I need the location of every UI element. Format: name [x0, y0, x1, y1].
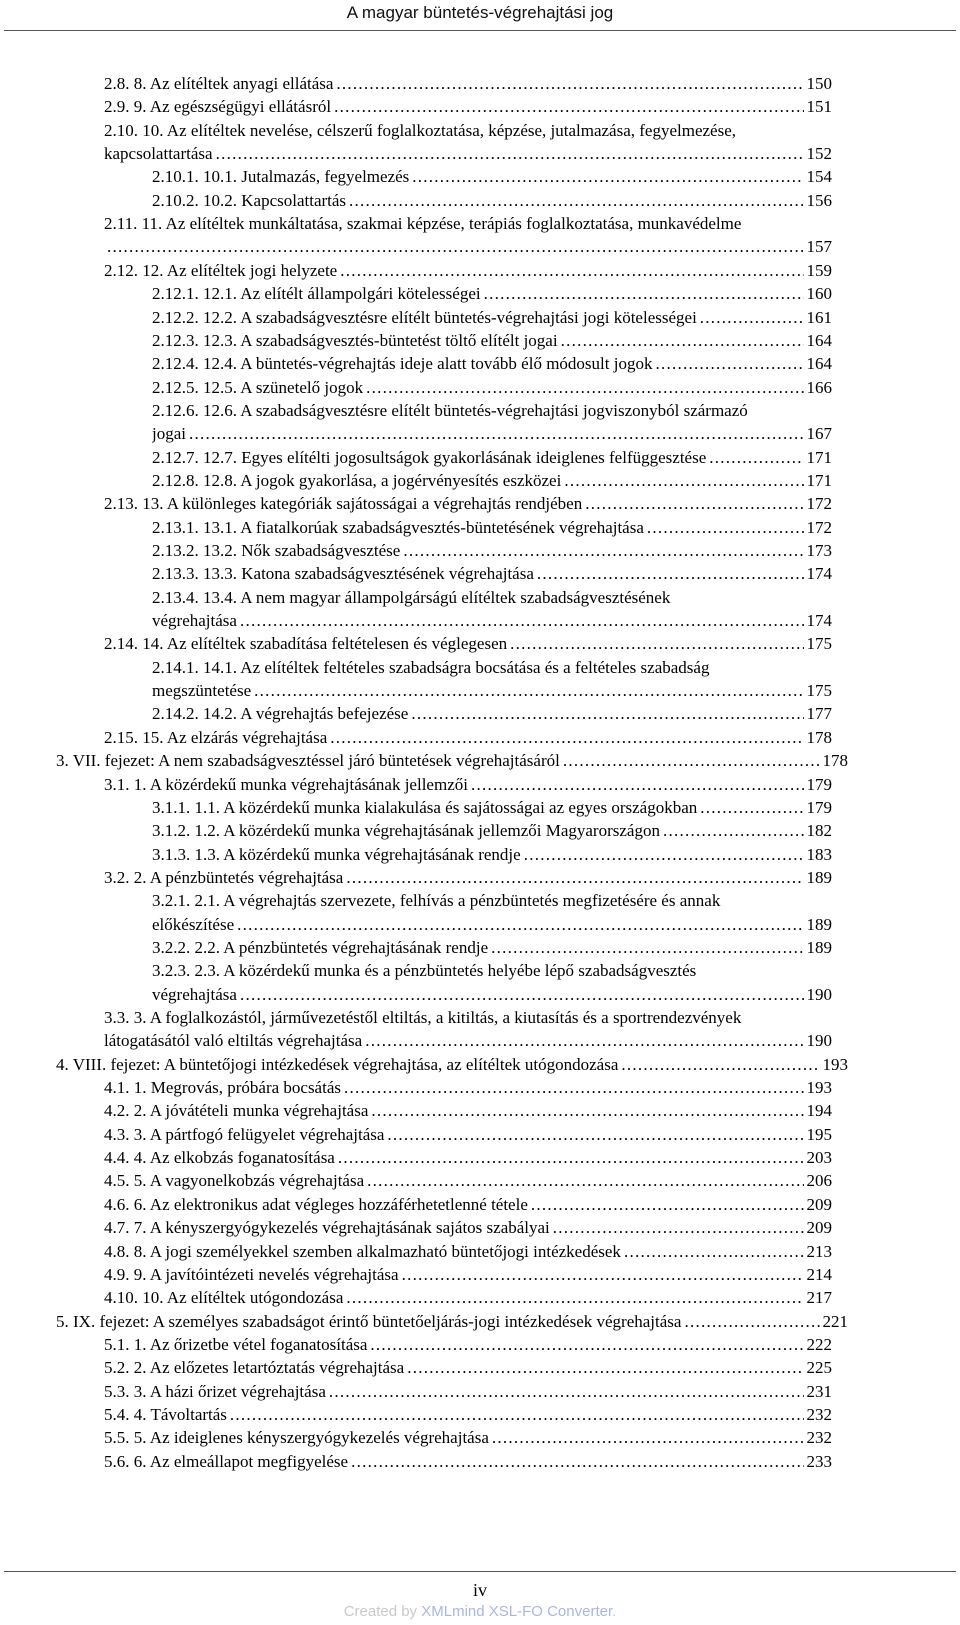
generator-credit	[0, 1603, 960, 1620]
dot-leader	[647, 516, 804, 540]
dot-leader	[346, 866, 803, 890]
toc-entry-title: 5.6. 6. Az elmeállapot megfigyelése	[104, 1451, 349, 1471]
toc-entry-page: 195	[806, 1124, 832, 1144]
toc-entry-page: 209	[806, 1194, 832, 1214]
toc-entry[interactable]	[152, 329, 832, 353]
credit-prefix: Created by	[343, 1603, 422, 1620]
dot-leader	[585, 492, 803, 516]
dot-leader	[254, 679, 803, 703]
toc-entry-title: 4.5. 5. A vagyonelkobzás végrehajtása	[104, 1171, 365, 1191]
toc-entry-title: 2.12.1. 12.1. Az elítélt állampolgári kötelességei	[152, 284, 481, 304]
dot-leader	[407, 1356, 803, 1380]
toc-entry-title: előkészítése	[152, 914, 235, 934]
dot-leader	[216, 142, 804, 166]
toc-entry[interactable]	[104, 142, 832, 166]
footer-divider	[4, 1571, 956, 1572]
toc-entry-title: 4.4. 4. Az elkobzás foganatosítása	[104, 1148, 335, 1168]
dot-leader	[492, 1426, 804, 1450]
toc-entry-page: 189	[806, 937, 832, 957]
toc-entry-page: 161	[806, 307, 832, 327]
dot-leader	[655, 352, 803, 376]
toc-entry[interactable]	[104, 632, 832, 656]
dot-leader	[370, 1333, 803, 1357]
toc-entry[interactable]	[152, 983, 832, 1007]
toc-entry-title: 2.14.1. 14.1. Az elítéltek feltételes szabadságra bocsátása és a feltételes szabadság	[152, 657, 710, 677]
toc-entry[interactable]	[56, 1053, 848, 1077]
toc-entry-page: 156	[806, 190, 832, 210]
dot-leader	[349, 189, 803, 213]
toc-entry[interactable]	[152, 165, 832, 189]
toc-entry-page: 203	[806, 1148, 832, 1168]
toc-entry[interactable]	[104, 235, 832, 259]
toc-entry-title: 2.12.3. 12.3. A szabadságvesztés-büntetést töltő elítélt jogai	[152, 330, 558, 350]
dot-leader	[624, 1240, 804, 1264]
dot-leader	[189, 422, 804, 446]
toc-entry[interactable]	[104, 259, 832, 283]
toc-entry-title: 5.5. 5. Az ideiglenes kényszergyógykezelés végrehajtása	[104, 1428, 489, 1448]
toc-entry-title: 3.2. 2. A pénzbüntetés végrehajtása	[104, 867, 344, 887]
dot-leader	[510, 632, 803, 656]
credit-brand: XMLmind XSL-FO Converter	[421, 1603, 613, 1620]
toc-entry-title: 3.2.2. 2.2. A pénzbüntetés végrehajtásának rendje	[152, 937, 489, 957]
dot-leader	[537, 562, 804, 586]
toc-entry[interactable]	[104, 1286, 832, 1310]
dot-leader	[412, 165, 803, 189]
toc-entry-page: 179	[806, 774, 832, 794]
toc-entry[interactable]	[104, 1263, 832, 1287]
running-header: A magyar büntetés-végrehajtási jog	[346, 3, 614, 22]
toc-entry-page: 214	[806, 1264, 832, 1284]
toc-entry-title: 5.4. 4. Távoltartás	[104, 1404, 227, 1424]
dot-leader	[553, 1216, 804, 1240]
toc-entry[interactable]	[104, 1333, 832, 1357]
toc-entry[interactable]	[104, 1403, 832, 1427]
toc-entry[interactable]	[104, 1380, 832, 1404]
toc-entry-page: 157	[806, 237, 832, 257]
toc-entry[interactable]	[104, 1240, 832, 1264]
toc-entry[interactable]	[104, 866, 832, 890]
toc-entry[interactable]	[56, 1310, 848, 1334]
toc-entry[interactable]	[152, 516, 832, 540]
toc-entry-title: 2.14. 14. Az elítéltek szabadítása feltételesen és véglegesen	[104, 634, 508, 654]
toc-entry-page: 206	[806, 1171, 832, 1191]
toc-entry[interactable]	[152, 422, 832, 446]
toc-entry-title: 2.14.2. 14.2. A végrehajtás befejezése	[152, 704, 409, 724]
toc-entry[interactable]	[104, 1426, 832, 1450]
toc-entry-title: 4.6. 6. Az elektronikus adat végleges hozzáférhetetlenné tétele	[104, 1194, 528, 1214]
dot-leader	[340, 259, 803, 283]
dot-leader	[563, 749, 820, 773]
toc-entry-title: látogatásától való eltiltás végrehajtása	[104, 1031, 363, 1051]
toc-entry[interactable]	[104, 72, 832, 96]
toc-entry-title: 2.13.1. 13.1. A fiatalkorúak szabadságvesztés-büntetésének végrehajtása	[152, 517, 644, 537]
toc-entry-page: 232	[806, 1428, 832, 1448]
page-number: iv	[472, 1580, 487, 1600]
toc-entry-page: 178	[822, 751, 848, 771]
toc-entry-page: 173	[806, 541, 832, 560]
toc-entry-page: 231	[806, 1381, 832, 1401]
toc-entry[interactable]	[152, 282, 832, 306]
toc-entry-page: 225	[806, 1358, 832, 1378]
dot-leader	[336, 72, 803, 96]
toc-entry-title: 3.1. 1. A közérdekű munka végrehajtásának jellemzői	[104, 774, 468, 794]
toc-entry-page: 150	[806, 74, 832, 93]
toc-entry-page: 172	[806, 494, 832, 514]
dot-leader	[403, 539, 803, 563]
toc-entry-title: jogai	[152, 424, 186, 444]
toc-entry-title: 2.12.5. 12.5. A szünetelő jogok	[152, 377, 364, 397]
toc-entry-page: 217	[806, 1288, 832, 1308]
toc-entry-title: 2.13. 13. A különleges kategóriák sajátosságai a végrehajtás rendjében	[104, 494, 583, 514]
toc-entry-page: 154	[806, 167, 832, 187]
toc-entry-title: végrehajtása	[152, 611, 237, 631]
credit-suffix: .	[612, 1603, 617, 1620]
toc-entry[interactable]	[152, 843, 832, 867]
toc-entry-title: 2.10.2. 10.2. Kapcsolattartás	[152, 190, 347, 210]
toc-entry-title: 3.1.1. 1.1. A közérdekű munka kialakulása és sajátosságai az egyes országokban	[152, 797, 698, 817]
toc-entry-page: 183	[806, 844, 832, 864]
toc-entry[interactable]	[152, 819, 832, 843]
toc-entry-title: 2.12. 12. Az elítéltek jogi helyzete	[104, 260, 338, 280]
dot-leader	[329, 1380, 804, 1404]
toc-entry[interactable]	[152, 306, 832, 330]
toc-entry[interactable]	[152, 702, 832, 726]
toc-entry-page: 222	[806, 1334, 832, 1354]
toc-entry-page: 177	[806, 704, 832, 724]
dot-leader	[366, 376, 803, 400]
toc-entry[interactable]	[152, 399, 832, 423]
toc-entry-title: 4.1. 1. Megrovás, próbára bocsátás	[104, 1078, 341, 1098]
dot-leader	[237, 913, 803, 937]
toc-entry[interactable]	[104, 773, 832, 797]
dot-leader	[663, 819, 804, 843]
toc-entry-page: 175	[806, 681, 832, 701]
toc-entry[interactable]	[104, 1216, 832, 1240]
toc-entry[interactable]	[152, 936, 832, 960]
toc-entry-title: 2.10.1. 10.1. Jutalmazás, fegyelmezés	[152, 167, 410, 187]
toc-entry[interactable]	[152, 562, 832, 586]
toc-entry-title: 5.1. 1. Az őrizetbe vétel foganatosítása	[104, 1334, 368, 1354]
dot-leader	[402, 1263, 804, 1287]
toc-entry-title: 2.13.3. 13.3. Katona szabadságvesztésének végrehajtása	[152, 564, 534, 584]
toc-entry-title: 3.3. 3. A foglalkozástól, járművezetéstől eltiltás, a kitiltás, a kiutasítás és a sportrendezvények	[104, 1008, 742, 1027]
toc-entry[interactable]	[104, 1146, 832, 1170]
toc-entry-page: 159	[806, 260, 832, 280]
toc-entry-page: 172	[806, 517, 832, 537]
toc-entry-page: 221	[822, 1311, 848, 1331]
dot-leader	[524, 843, 804, 867]
dot-leader	[564, 469, 803, 493]
toc-entry[interactable]	[104, 1169, 832, 1193]
toc-entry-page: 152	[806, 144, 832, 164]
toc-entry-title: 4.3. 3. A pártfogó felügyelet végrehajtása	[104, 1124, 385, 1144]
toc-entry[interactable]	[104, 726, 832, 750]
toc-entry-title: 3.1.2. 1.2. A közérdekű munka végrehajtásának jellemzői Magyarországon	[152, 821, 660, 841]
toc-entry[interactable]	[104, 1356, 832, 1380]
dot-leader	[700, 796, 803, 820]
toc-entry-page: 164	[806, 354, 832, 374]
header-divider	[4, 30, 956, 31]
dot-leader	[371, 1099, 803, 1123]
toc-entry-title: 4.7. 7. A kényszergyógykezelés végrehajtásának sajátos szabályai	[104, 1218, 550, 1238]
toc-entry[interactable]	[104, 1006, 832, 1030]
dot-leader	[240, 983, 804, 1007]
toc-entry-page: 174	[806, 611, 832, 631]
toc-entry[interactable]	[104, 1193, 832, 1217]
toc-entry-page: 175	[806, 634, 832, 654]
toc-entry-title: 2.9. 9. Az egészségügyi ellátásról	[104, 97, 332, 117]
dot-leader	[346, 1286, 803, 1310]
toc-entry-title: 3.2.1. 2.1. A végrehajtás szervezete, felhívás a pénzbüntetés megfizetésére és annak	[152, 891, 721, 911]
toc-entry-page: 182	[806, 821, 832, 841]
toc-entry[interactable]	[104, 1029, 832, 1053]
dot-leader	[484, 282, 804, 306]
toc-entry-page: 232	[806, 1404, 832, 1424]
dot-leader	[240, 609, 804, 633]
toc-entry-title: 2.10. 10. Az elítéltek nevelése, célszerű foglalkoztatása, képzése, jutalmazása, fegyelmezése,	[104, 120, 737, 140]
toc-entry[interactable]	[152, 586, 832, 610]
toc-entry[interactable]	[152, 376, 832, 400]
toc-entry-page: 151	[806, 97, 832, 117]
toc-entry-page: 233	[806, 1451, 832, 1471]
toc-entry-page: 179	[806, 797, 832, 817]
toc-entry[interactable]	[104, 95, 832, 119]
toc-entry-title: 2.12.2. 12.2. A szabadságvesztésre elítélt büntetés-végrehajtási jogi kötelességei	[152, 307, 697, 327]
toc-entry[interactable]	[152, 446, 832, 470]
toc-entry-page: 174	[806, 564, 832, 584]
toc-entry-title: 2.12.4. 12.4. A büntetés-végrehajtás ideje alatt tovább élő módosult jogok	[152, 354, 653, 374]
toc-entry-page: 166	[806, 377, 832, 397]
toc-entry[interactable]	[152, 889, 832, 913]
dot-leader	[621, 1053, 819, 1077]
toc-entry[interactable]	[152, 679, 832, 703]
toc-entry-page: 171	[806, 470, 832, 490]
toc-entry-page: 190	[806, 1031, 832, 1051]
dot-leader	[344, 1076, 804, 1100]
toc-entry-page: 190	[806, 984, 832, 1004]
toc-entry-page: 209	[806, 1218, 832, 1238]
dot-leader	[709, 446, 803, 470]
dot-leader	[684, 1310, 819, 1334]
toc-entry[interactable]	[152, 913, 832, 937]
dot-leader	[334, 95, 803, 119]
toc-entry[interactable]	[104, 1123, 832, 1147]
toc-entry-page: 194	[806, 1101, 832, 1121]
toc-entry[interactable]	[56, 749, 848, 773]
toc-entry-page: 189	[806, 867, 832, 887]
toc-entry-title: 4. VIII. fejezet: A büntetőjogi intézkedések végrehajtása, az elítéltek utógondozása	[56, 1054, 619, 1074]
dot-leader	[411, 702, 803, 726]
toc-entry[interactable]	[104, 1450, 832, 1474]
toc-entry[interactable]	[104, 492, 832, 516]
toc-entry-title: 2.11. 11. Az elítéltek munkáltatása, szakmai képzése, terápiás foglalkoztatása, munkavédelme	[104, 214, 742, 234]
toc-entry-title: 2.12.6. 12.6. A szabadságvesztésre elítélt büntetés-végrehajtási jogviszonyból származó	[152, 400, 748, 420]
toc-entry-title: végrehajtása	[152, 984, 237, 1004]
toc-entry[interactable]	[104, 1076, 832, 1100]
toc-entry-title: 4.2. 2. A jóvátételi munka végrehajtása	[104, 1101, 369, 1121]
toc-entry[interactable]	[152, 609, 832, 633]
toc-entry-page: 193	[806, 1078, 832, 1098]
toc-entry-page: 171	[806, 447, 832, 467]
toc-entry-title: 2.8. 8. Az elítéltek anyagi ellátása	[104, 74, 334, 93]
toc-entry[interactable]	[152, 469, 832, 493]
toc-entry-title: 5.2. 2. Az előzetes letartóztatás végrehajtása	[104, 1358, 405, 1378]
dot-leader	[531, 1193, 804, 1217]
toc-entry-title: 4.8. 8. A jogi személyekkel szemben alkalmazható büntetőjogi intézkedések	[104, 1241, 621, 1261]
toc-entry-title: 3.2.3. 2.3. A közérdekű munka és a pénzbüntetés helyébe lépő szabadságvesztés	[152, 961, 697, 981]
dot-leader	[107, 235, 804, 259]
toc-entry-title: 2.12.8. 12.8. A jogok gyakorlása, a jogérvényesítés eszközei	[152, 470, 562, 490]
toc-entry-title: 4.9. 9. A javítóintézeti nevelés végrehajtása	[104, 1264, 399, 1284]
toc-entry[interactable]	[104, 212, 832, 236]
toc-entry[interactable]	[104, 1099, 832, 1123]
toc-entry-title: 3.1.3. 1.3. A közérdekű munka végrehajtásának rendje	[152, 844, 521, 864]
toc-entry-title: 5. IX. fejezet: A személyes szabadságot érintő büntetőeljárás-jogi intézkedések végrehajtása	[56, 1311, 682, 1331]
dot-leader	[471, 773, 804, 797]
dot-leader	[338, 1146, 804, 1170]
toc-entry-title: 2.13.2. 13.2. Nők szabadságvesztése	[152, 541, 401, 560]
toc-entry-title: 4.10. 10. Az elítéltek utógondozása	[104, 1288, 344, 1308]
toc-entry-page: 189	[806, 914, 832, 934]
toc-entry-title: megszüntetése	[152, 681, 252, 701]
dot-leader	[561, 329, 804, 353]
toc-entry-title: 2.12.7. 12.7. Egyes elítélti jogosultságok gyakorlásának ideiglenes felfüggesztése	[152, 447, 707, 467]
toc-entry-page: 167	[806, 424, 832, 444]
dot-leader	[365, 1029, 803, 1053]
toc-entry[interactable]	[152, 539, 832, 563]
toc-entry-page: 193	[822, 1054, 848, 1074]
toc-entry[interactable]	[152, 352, 832, 376]
toc-entry[interactable]	[104, 119, 832, 143]
toc-entry-title: 2.15. 15. Az elzárás végrehajtása	[104, 727, 328, 747]
toc-entry-page: 178	[806, 727, 832, 747]
dot-leader	[387, 1123, 803, 1147]
dot-leader	[491, 936, 803, 960]
dot-leader	[230, 1403, 804, 1427]
toc-entry[interactable]	[152, 796, 832, 820]
dot-leader	[700, 306, 804, 330]
toc-entry[interactable]	[152, 189, 832, 213]
toc-entry-page: 160	[806, 284, 832, 304]
dot-leader	[351, 1450, 803, 1474]
toc-entry[interactable]	[152, 656, 832, 680]
dot-leader	[330, 726, 803, 750]
toc-entry[interactable]	[152, 959, 832, 983]
toc-entry-title: 5.3. 3. A házi őrizet végrehajtása	[104, 1381, 326, 1401]
toc-entry-title: 3. VII. fejezet: A nem szabadságvesztéssel járó büntetések végrehajtásáról	[56, 751, 560, 771]
toc-entry-page: 164	[806, 330, 832, 350]
toc-entry-title: 2.13.4. 13.4. A nem magyar állampolgárságú elítéltek szabadságvesztésének	[152, 587, 671, 607]
toc-entry-title: kapcsolattartása	[104, 144, 213, 164]
dot-leader	[367, 1169, 803, 1193]
toc-entry-page: 213	[806, 1241, 832, 1261]
